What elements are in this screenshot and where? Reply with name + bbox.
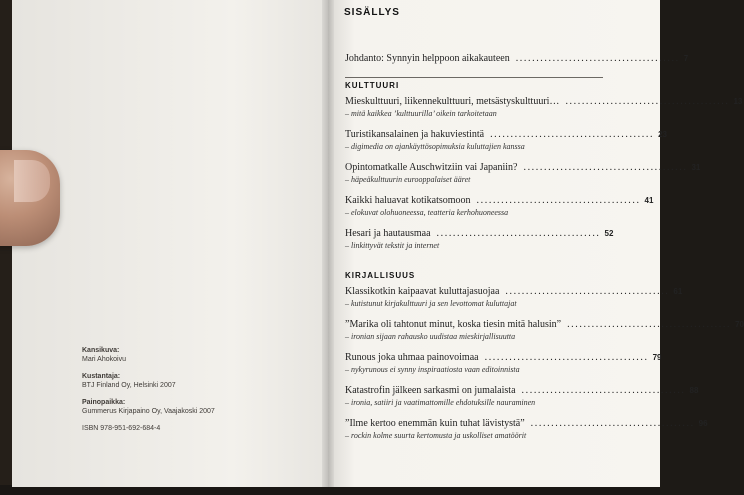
toc-entry [345, 319, 744, 341]
section-rule [345, 77, 603, 78]
leader-dots: ........................................ [523, 162, 688, 173]
imprint-item [82, 398, 287, 417]
entry-page: 23 [658, 130, 667, 139]
entry-title: Opintomatkalle Auschwitziin vai Japaniin? [345, 162, 518, 173]
entry-title: Kaikki haluavat kotikatsomoon [345, 195, 471, 206]
intro-title: Johdanto: Synnyin helppoon aikakauteen [345, 53, 510, 64]
entry-page: 61 [673, 287, 683, 296]
intro-page: 7 [683, 54, 689, 63]
entry-subtitle: – ironia, satiiri ja vaatimattomille ehdotuksille nauraminen [345, 398, 536, 407]
left-page [12, 0, 328, 487]
entry-title: Turistikansalainen ja hakuviestintä [345, 129, 485, 140]
show-through-text [82, 70, 312, 250]
isbn-text: ISBN 978-951-692-684-4 [82, 424, 161, 432]
book-gutter [322, 0, 334, 487]
entry-subtitle: – linkittyvät tekstit ja internet [345, 241, 440, 250]
entry-page: 79 [652, 353, 662, 362]
toc-entry [345, 418, 708, 440]
leader-dots: ........................................ [484, 352, 649, 363]
toc-entry [345, 162, 701, 184]
imprint-value: Gummerus Kirjapaino Oy, Vaajakoski 2007 [82, 408, 215, 416]
leader-dots: ........................................ [567, 319, 732, 330]
entry-page: 52 [604, 229, 614, 238]
leader-dots: ........................................ [436, 228, 601, 239]
entry-subtitle: – mitä kaikkea ’kulttuurilla’ oikein tarkoitetaan [345, 109, 497, 118]
entry-title: Klassikotkin kaipaavat kuluttajasuojaa [345, 286, 500, 297]
leader-dots: ........................................ [476, 195, 641, 206]
toc-entry [345, 129, 667, 151]
entry-page: 31 [691, 163, 701, 172]
imprint-item [82, 372, 287, 391]
leader-dots: ........................................ [565, 96, 730, 107]
leader-dots: ........................................ [490, 129, 655, 140]
toc-intro [345, 53, 689, 64]
entry-title: Katastrofin jälkeen sarkasmi on jumalaista [345, 385, 516, 396]
entry-subtitle: – kutistunut kirjakulttuuri ja sen levottomat kuluttajat [345, 299, 517, 308]
toc-entry [345, 385, 699, 407]
leader-dots: ........................................ [530, 418, 695, 429]
toc-entry [345, 195, 654, 217]
leader-dots: ........................................ [515, 53, 680, 64]
entry-subtitle: – digimedia on ajankäyttösopimuksia kuluttajien kanssa [345, 142, 525, 151]
entry-title: Mieskulttuuri, liikennekulttuuri, metsästyskulttuuri… [345, 96, 560, 107]
leader-dots: ........................................ [505, 286, 670, 297]
entry-title: Hesari ja hautausmaa [345, 228, 431, 239]
toc-heading: SISÄLLYS [344, 7, 400, 18]
section-heading-kulttuuri: KULTTUURI [345, 81, 400, 90]
entry-page: 13 [733, 97, 743, 106]
toc-entry [345, 228, 614, 250]
entry-page: 96 [698, 419, 708, 428]
toc-entry [345, 96, 743, 118]
toc-entry [345, 286, 683, 308]
entry-subtitle: – nykyrunous ei synny inspiraatiosta vaan editoinnista [345, 365, 520, 374]
imprint-item [82, 346, 287, 365]
entry-title: ”Ilme kertoo enemmän kuin tuhat lävistystä” [345, 418, 525, 429]
entry-page: 41 [644, 196, 654, 205]
thumbnail [14, 160, 50, 202]
entry-title: Runous joka uhmaa painovoimaa [345, 352, 479, 363]
entry-subtitle: – elokuvat olohuoneessa, teatteria kerhohuoneessa [345, 208, 509, 217]
imprint-value: Mari Ahokoivu [82, 356, 126, 364]
imprint-label: Painopaikka: [82, 398, 126, 406]
entry-page: 88 [689, 386, 699, 395]
entry-subtitle: – rockin kolme suurta kertomusta ja uskolliset amatöörit [345, 431, 527, 440]
imprint-value: BTJ Finland Oy, Helsinki 2007 [82, 382, 176, 390]
imprint-label: Kansikuva: [82, 347, 120, 354]
toc-entry [345, 352, 662, 374]
entry-subtitle: – häpeäkulttuurin eurooppalaiset ääret [345, 175, 471, 184]
entry-subtitle: – ironian sijaan rahausko uudistaa mieskirjallisuutta [345, 332, 516, 341]
imprint-block [82, 346, 287, 433]
imprint-label: Kustantaja: [82, 372, 121, 380]
leader-dots: ........................................ [521, 385, 686, 396]
entry-title: ”Marika oli tahtonut minut, koska tiesin mitä halusin” [345, 319, 562, 330]
entry-page: 70 [735, 320, 744, 329]
section-heading-kirjallisuus: KIRJALLISUUS [345, 271, 416, 280]
